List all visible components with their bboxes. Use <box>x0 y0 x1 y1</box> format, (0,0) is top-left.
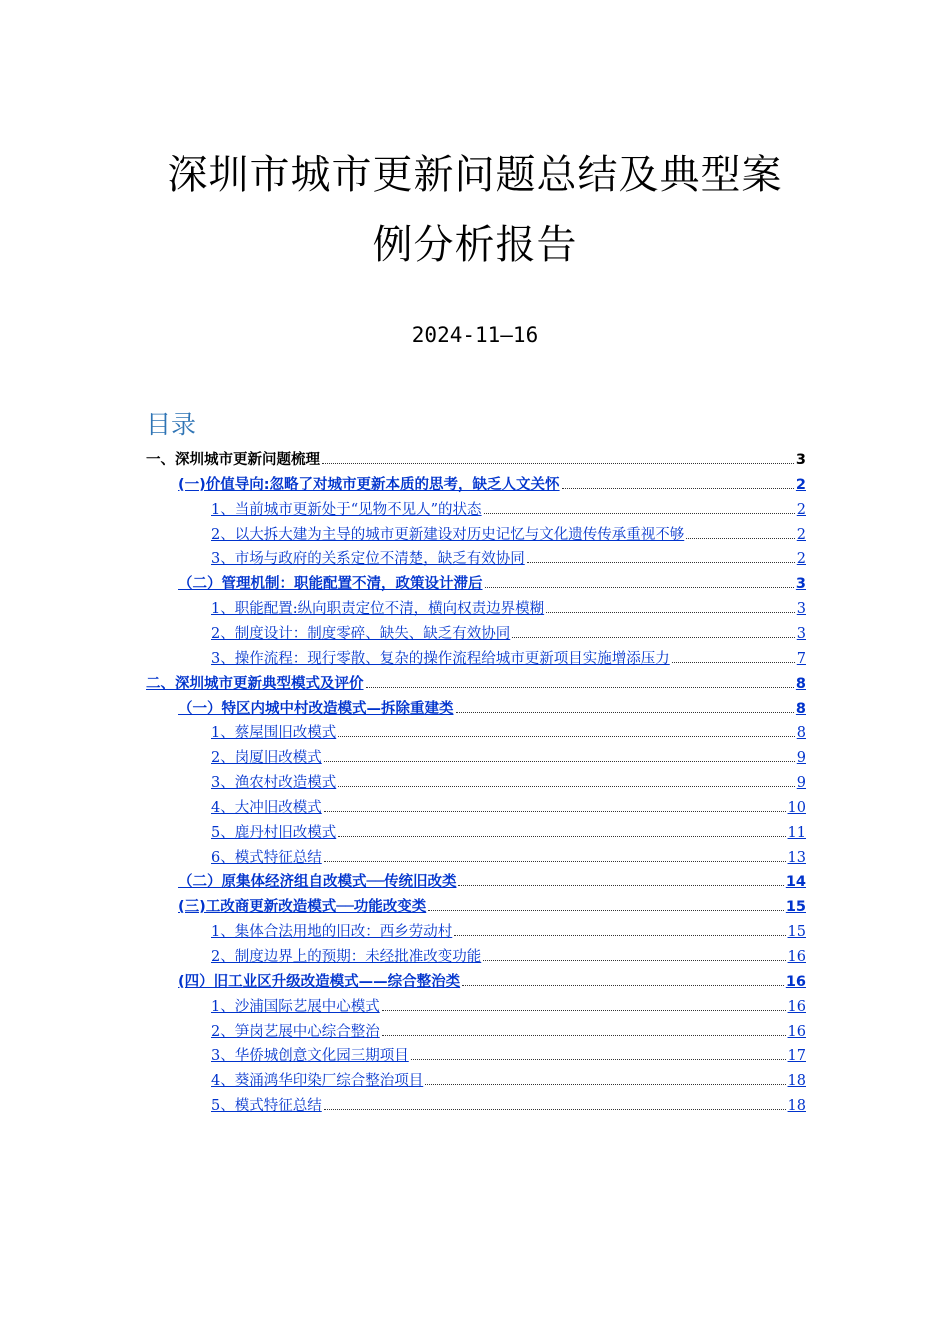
toc-entry[interactable] <box>211 721 806 746</box>
toc-entry-page-number: 2 <box>795 476 806 493</box>
toc-entry-page-number: 8 <box>796 725 806 742</box>
toc-dot-leader <box>512 637 795 638</box>
toc-entry-page-number: 8 <box>795 700 806 717</box>
toc-dot-leader <box>322 463 794 464</box>
toc-entry-page-number: 3 <box>795 576 806 593</box>
toc-dot-leader <box>672 662 795 663</box>
toc-entry-page-number: 18 <box>787 1098 806 1115</box>
toc-dot-leader <box>324 761 795 762</box>
toc-dot-leader <box>324 1109 786 1110</box>
toc-entry-title: 2、制度设计：制度零碎、缺失、缺乏有效协同 <box>211 625 511 642</box>
toc-entry[interactable] <box>146 448 806 473</box>
toc-entry[interactable] <box>211 771 806 796</box>
toc-entry-title: (三)工改商更新改造模式──功能改变类 <box>178 899 427 916</box>
toc-entry[interactable] <box>211 995 806 1020</box>
toc-entry-page-number: 2 <box>796 501 806 518</box>
toc-dot-leader <box>484 513 795 514</box>
toc-entry-title: （二）原集体经济组自改模式──传统旧改类 <box>178 874 457 891</box>
toc-entry[interactable] <box>178 572 806 597</box>
toc-entry[interactable] <box>211 523 806 548</box>
toc-dot-leader <box>458 885 783 886</box>
toc-entry-page-number: 14 <box>785 874 806 891</box>
toc-entry-page-number: 2 <box>796 551 806 568</box>
toc-dot-leader <box>485 587 794 588</box>
toc-entry[interactable] <box>211 920 806 945</box>
toc-dot-leader <box>462 985 784 986</box>
toc-entry-title: （一）特区内城中村改造模式—拆除重建类 <box>178 700 454 717</box>
toc-entry-page-number: 9 <box>796 750 806 767</box>
toc-entry-page-number: 9 <box>796 775 806 792</box>
toc-entry-page-number: 16 <box>787 998 806 1015</box>
toc-dot-leader <box>382 1010 786 1011</box>
document-title-line-2: 例分析报告 <box>372 222 578 268</box>
toc-dot-leader <box>425 1084 785 1085</box>
toc-entry-title: 2、笋岗艺展中心综合整治 <box>211 1023 380 1040</box>
toc-entry[interactable] <box>211 1044 806 1069</box>
toc-entry[interactable] <box>211 746 806 771</box>
toc-entry-page-number: 16 <box>787 949 806 965</box>
toc-entry[interactable] <box>211 1094 806 1119</box>
toc-dot-leader <box>428 910 784 911</box>
toc-entry-title: 3、华侨城创意文化园三期项目 <box>211 1048 409 1065</box>
toc-entry-page-number: 7 <box>796 650 806 667</box>
toc-entry[interactable] <box>211 647 806 672</box>
toc-entry-title: 1、职能配置:纵向职责定位不清，横向权责边界模糊 <box>211 601 545 618</box>
toc-entry[interactable] <box>211 597 806 622</box>
toc-dot-leader <box>483 960 785 961</box>
toc-dot-leader <box>456 712 794 713</box>
toc-entry[interactable] <box>211 498 806 523</box>
toc-dot-leader <box>338 736 795 737</box>
toc-entry-title: 3、渔农村改造模式 <box>211 775 337 792</box>
toc-entry-title: 6、模式特征总结 <box>211 849 322 866</box>
toc-dot-leader <box>338 786 795 787</box>
toc-entry-title: 4、葵涌鸿华印染厂综合整治项目 <box>211 1073 424 1090</box>
toc-dot-leader <box>546 612 795 613</box>
toc-entry-page-number: 16 <box>785 973 806 990</box>
toc-entry[interactable] <box>211 1020 806 1045</box>
toc-dot-leader <box>324 861 786 862</box>
toc-entry-title: 2、岗厦旧改模式 <box>211 750 322 767</box>
toc-entry-title: (一)价值导向:忽略了对城市更新本质的思考，缺乏人文关怀 <box>178 476 560 493</box>
toc-entry-page-number: 3 <box>796 601 806 618</box>
toc-entry-title: 1、蔡屋围旧改模式 <box>211 725 337 742</box>
toc-entry-page-number: 18 <box>787 1073 806 1090</box>
toc-entry[interactable] <box>211 846 806 871</box>
toc-entry-title: 3、市场与政府的关系定位不清楚，缺乏有效协同 <box>211 551 525 568</box>
toc-entry-title: 5、模式特征总结 <box>211 1098 322 1115</box>
toc-entry-title: 2、以大拆大建为主导的城市更新建设对历史记忆与文化遗传传承重视不够 <box>211 526 685 543</box>
toc-entry-title: 5、鹿丹村旧改模式 <box>211 824 337 841</box>
toc-entry[interactable] <box>178 473 806 498</box>
toc-entry-page-number: 3 <box>795 452 806 468</box>
toc-entry-page-number: 13 <box>787 849 806 866</box>
toc-entry[interactable] <box>178 970 806 995</box>
toc-entry-page-number: 11 <box>787 824 806 841</box>
toc-dot-leader <box>366 687 794 688</box>
toc-entry-page-number: 15 <box>787 924 806 941</box>
toc-dot-leader <box>562 488 794 489</box>
document-title-line-1: 深圳市城市更新问题总结及典型案 <box>167 152 783 198</box>
toc-dot-leader <box>527 562 795 563</box>
toc-entry-title: (四）旧工业区升级改造模式——综合整治类 <box>178 973 461 990</box>
toc-dot-leader <box>338 836 785 837</box>
toc-entry[interactable] <box>178 895 806 920</box>
toc-dot-leader <box>454 935 785 936</box>
toc-entry-page-number: 15 <box>785 899 806 916</box>
toc-entry[interactable] <box>178 697 806 722</box>
toc-entry[interactable] <box>211 796 806 821</box>
toc-entry-title: 1、沙浦国际艺展中心模式 <box>211 998 380 1015</box>
toc-entry[interactable] <box>211 1069 806 1094</box>
toc-entry[interactable] <box>146 672 806 697</box>
toc-entry[interactable] <box>211 547 806 572</box>
toc-entry-page-number: 3 <box>796 625 806 642</box>
toc-entry[interactable] <box>211 622 806 647</box>
toc-entry-page-number: 10 <box>787 799 806 816</box>
toc-entry-title: 一、深圳城市更新问题梳理 <box>146 452 320 468</box>
toc-entry-page-number: 8 <box>795 675 806 692</box>
toc-entry-page-number: 2 <box>796 526 806 543</box>
toc-entry-title: 3、操作流程：现行零散、复杂的操作流程给城市更新项目实施增添压力 <box>211 650 670 667</box>
toc-entry[interactable] <box>211 821 806 846</box>
toc-entry-title: 1、集体合法用地的旧改：西乡劳动村 <box>211 924 453 941</box>
toc-entry-title: 1、当前城市更新处于“见物不见人”的状态 <box>211 501 482 518</box>
toc-entry[interactable] <box>211 945 806 970</box>
document-date: 2024-11—16 <box>411 323 539 347</box>
toc-entry[interactable] <box>178 870 806 895</box>
toc-entry-title: 4、大冲旧改模式 <box>211 799 322 816</box>
toc-entry-page-number: 17 <box>787 1048 806 1065</box>
toc-dot-leader <box>411 1059 786 1060</box>
toc-entry-page-number: 16 <box>787 1023 806 1040</box>
toc-dot-leader <box>382 1035 786 1036</box>
toc-entry-title: 二、深圳城市更新典型模式及评价 <box>146 675 364 692</box>
toc-dot-leader <box>686 538 795 539</box>
toc-entry-title: 2、制度边界上的预期：未经批准改变功能 <box>211 949 482 965</box>
toc-entry-title: （二）管理机制：职能配置不清，政策设计滞后 <box>178 576 483 593</box>
toc-dot-leader <box>324 811 786 812</box>
toc-heading: 目录 <box>146 410 197 439</box>
